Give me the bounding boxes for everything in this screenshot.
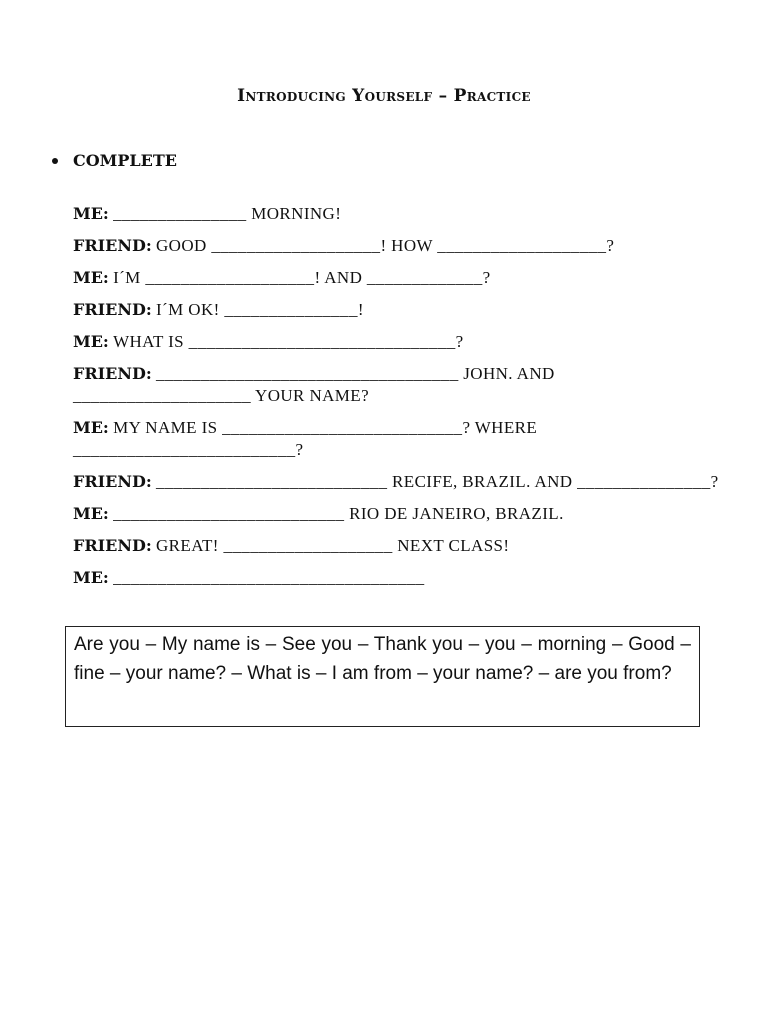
- dialogue-line: [73, 503, 723, 525]
- section-heading: [52, 151, 177, 170]
- line-text: I´M OK! _______________!: [156, 300, 364, 319]
- dialogue-line: [73, 299, 723, 321]
- dialogue-line: [73, 535, 723, 557]
- line-text: GOOD ___________________! HOW ___________________?: [156, 236, 615, 255]
- word-bank-box: Are you – My name is – See you – Thank you – you – morning – Good – fine – your name? – What is – I am from – your name? – are you from?: [65, 626, 700, 727]
- speaker-label: ME:: [73, 332, 109, 351]
- section-label: COMPLETE: [73, 151, 177, 170]
- speaker-label: FRIEND:: [73, 364, 152, 383]
- dialogue-line: [73, 363, 563, 407]
- line-text: ___________________________________: [113, 568, 425, 587]
- speaker-label: ME:: [73, 568, 109, 587]
- speaker-label: ME:: [73, 268, 109, 287]
- speaker-label: FRIEND:: [73, 536, 152, 555]
- line-text: I´M ___________________! AND _____________?: [113, 268, 491, 287]
- dialogue-line: [73, 267, 723, 289]
- speaker-label: FRIEND:: [73, 300, 152, 319]
- bullet-icon: [52, 158, 58, 164]
- dialogue-line: [73, 471, 723, 493]
- line-text: __________________________________ JOHN. AND ____________________ YOUR NAME?: [73, 364, 555, 405]
- line-text: _______________ MORNING!: [113, 204, 342, 223]
- speaker-label: ME:: [73, 504, 109, 523]
- dialogue-line: [73, 331, 723, 353]
- page-title: Introducing Yourself – Practice: [237, 86, 531, 106]
- speaker-label: ME:: [73, 418, 109, 437]
- speaker-label: FRIEND:: [73, 472, 152, 491]
- speaker-label: ME:: [73, 204, 109, 223]
- line-text: GREAT! ___________________ NEXT CLASS!: [156, 536, 510, 555]
- speaker-label: FRIEND:: [73, 236, 152, 255]
- line-text: __________________________ RIO DE JANEIRO, BRAZIL.: [113, 504, 564, 523]
- line-text: WHAT IS ______________________________?: [113, 332, 464, 351]
- dialogue-line: [73, 203, 723, 225]
- dialogue-line: [73, 417, 563, 461]
- dialogue-line: [73, 235, 723, 257]
- line-text: MY NAME IS ___________________________? WHERE _________________________?: [73, 418, 538, 459]
- dialogue-line: [73, 567, 723, 589]
- dialogue-list: [73, 203, 723, 599]
- line-text: __________________________ RECIFE, BRAZIL. AND _______________?: [156, 472, 719, 491]
